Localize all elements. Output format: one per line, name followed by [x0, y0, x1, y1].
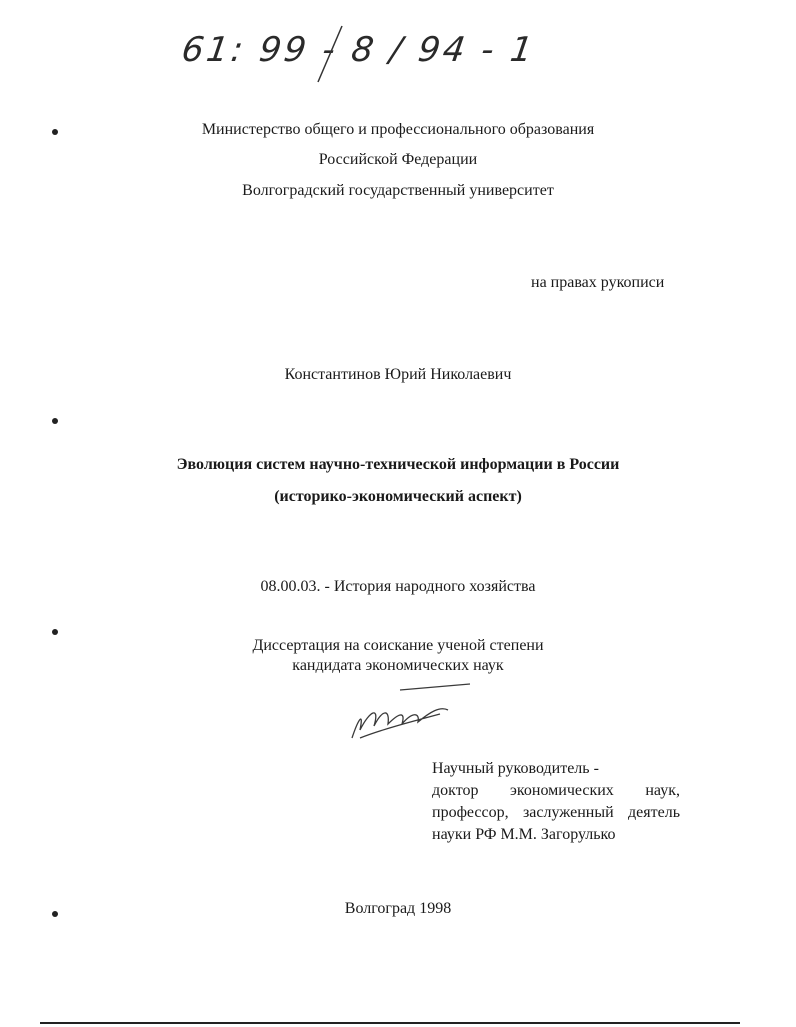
- city-year: Волгоград 1998: [344, 900, 452, 917]
- binding-dot: [52, 629, 58, 635]
- manuscript-rights-note: на правах рукописи: [531, 274, 665, 291]
- ministry-line: Министерство общего и профессионального образования: [201, 121, 595, 138]
- degree-line-2: кандидата экономических наук: [292, 657, 504, 674]
- dissertation-subtitle: (историко-экономический аспект): [274, 488, 522, 505]
- author-signature: [340, 680, 480, 750]
- degree-line-1: Диссертация на соискание ученой степени: [252, 637, 544, 654]
- supervisor-degree: доктор экономических наук,: [432, 782, 680, 799]
- university-line: Волгоградский государственный университет: [242, 182, 554, 199]
- handwritten-archive-code: 61: 99 - 8 / 94 - 1: [179, 30, 538, 70]
- supervisor-title: профессор, заслуженный деятель: [432, 804, 680, 821]
- scan-edge-line: [40, 1022, 740, 1024]
- supervisor-role: Научный руководитель -: [432, 760, 599, 777]
- binding-dot: [52, 418, 58, 424]
- handwritten-slash-mark: [300, 20, 360, 90]
- supervisor-block: [432, 758, 680, 846]
- dissertation-title: Эволюция систем научно-технической информации в России: [176, 456, 620, 473]
- specialty-line: 08.00.03. - История народного хозяйства: [260, 578, 536, 595]
- federation-line: Российской Федерации: [318, 151, 478, 168]
- author-name: Константинов Юрий Николаевич: [284, 366, 512, 383]
- supervisor-name: науки РФ М.М. Загорулько: [432, 826, 616, 843]
